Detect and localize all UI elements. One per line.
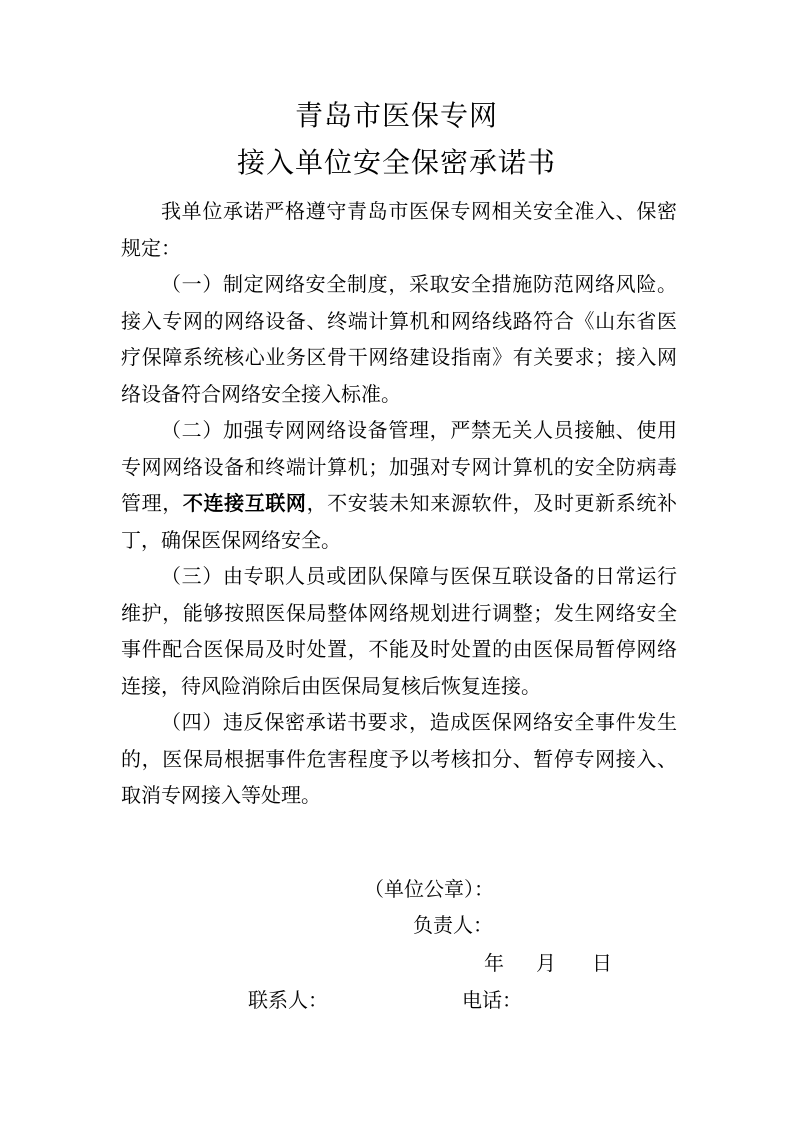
clause-4-paragraph: （四）违反保密承诺书要求，造成医保网络安全事件发生的，医保局根据事件危害程度予以考核扣分、暂停专网接入、取消专网接入等处理。 (121, 710, 677, 807)
phone-label: 电话： (462, 988, 522, 1012)
commitment-body (121, 193, 677, 814)
contact-person-label: 联系人： (248, 988, 328, 1012)
intro-paragraph: 我单位承诺严格遵守青岛市医保专网相关安全准入、保密规定： (121, 199, 677, 260)
clause-2-text-before: （二）加强专网网络设备管理，严禁无关人员接触、使用专网网络设备和终端计算机；加强对专网计算机的安全防病毒管理， (121, 418, 677, 515)
date-year-label: 年 (484, 951, 504, 975)
clause-1-paragraph: （一）制定网络安全制度，采取安全措施防范网络风险。接入专网的网络设备、终端计算机和网络线路符合《山东省医疗保障系统核心业务区骨干网络建设指南》有关要求；接入网络设备符合网络安全接入标准。 (121, 272, 677, 406)
title-line-1: 青岛市医保专网 (294, 99, 498, 132)
clause-2-paragraph (121, 412, 677, 558)
title-line-2: 接入单位安全保密承诺书 (236, 146, 556, 179)
clause-3-paragraph: （三）由专职人员或团队保障与医保互联设备的日常运行维护，能够按照医保局整体网络规划进行调整；发生网络安全事件配合医保局及时处置，不能及时处置的由医保局暂停网络连接，待风险消除后由医保局复核后恢复连接。 (121, 564, 677, 698)
responsible-person-label: 负责人： (413, 913, 493, 937)
seal-label: （单位公章）： (364, 877, 494, 901)
clause-2-emphasis: 不连接互联网 (182, 491, 307, 515)
clause-2-text-after: ，不安装未知来源软件，及时更新系统补丁，确保医保网络安全。 (121, 491, 678, 552)
date-month-label: 月 (536, 951, 556, 975)
date-day-label: 日 (592, 951, 612, 975)
